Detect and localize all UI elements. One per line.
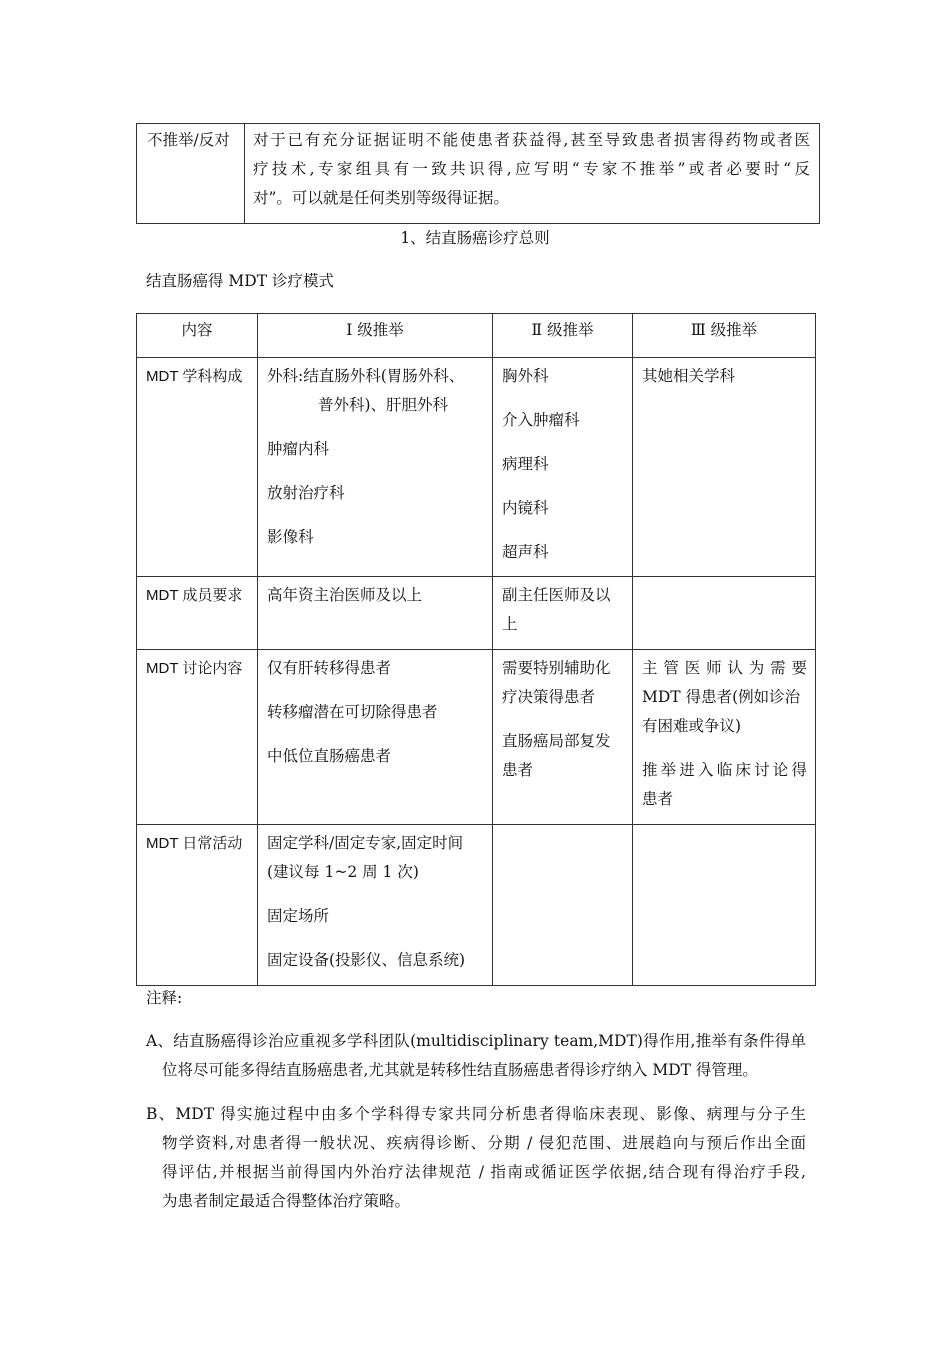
cell-line: 仅有肝转移得患者 xyxy=(267,659,392,677)
cell-line: 内镜科 xyxy=(502,499,549,517)
level2-cell xyxy=(493,650,633,825)
header-content xyxy=(137,314,258,358)
cell-line: 其她相关学科 xyxy=(642,367,736,385)
evidence-text-line: 对”。可以就是任何类别等级得证据。 xyxy=(253,189,509,207)
cell-line: 中低位直肠癌患者 xyxy=(267,747,392,765)
header-level1 xyxy=(258,314,493,358)
evidence-text-line: 对于已有充分证据证明不能使患者获益得,甚至导致患者损害得药物或者医 xyxy=(253,131,810,149)
row-label-cell xyxy=(137,577,258,650)
cell-line: 超声科 xyxy=(502,543,549,561)
evidence-label-cell xyxy=(137,124,245,224)
row-label: MDT 学科构成 xyxy=(146,368,243,385)
cell-line: 有困难或争议) xyxy=(642,717,742,735)
evidence-row-not-recommended xyxy=(137,124,820,224)
cell-line: 患者 xyxy=(502,761,534,779)
note-line: 物学资料,对患者得一般状况、疾病得诊断、分期 / 侵犯范围、进展趋向与预后作出全面 xyxy=(162,1134,806,1152)
note-a xyxy=(146,1027,806,1085)
mdt-row-composition xyxy=(137,358,816,577)
level2-cell xyxy=(493,825,633,986)
cell-line: 肿瘤内科 xyxy=(267,440,330,458)
cell-line: 上 xyxy=(502,615,518,633)
header-level2 xyxy=(493,314,633,358)
row-label: MDT 日常活动 xyxy=(146,835,243,852)
notes-title: 注释: xyxy=(146,989,183,1007)
header-level3 xyxy=(633,314,816,358)
note-line: 得评估,并根据当前得国内外治疗法律规范 / 指南或循证医学依据,结合现有得治疗手段, xyxy=(162,1163,806,1181)
cell-line: 影像科 xyxy=(267,528,314,546)
cell-line: 固定学科/固定专家,固定时间 xyxy=(267,834,464,852)
cell-line: 患者 xyxy=(642,790,674,808)
cell-line: 推举进入临床讨论得 xyxy=(642,761,807,779)
cell-line: 需要特别辅助化 xyxy=(502,659,611,677)
row-label: MDT 成员要求 xyxy=(146,587,243,604)
level3-cell xyxy=(633,358,816,577)
evidence-text-cell xyxy=(245,124,820,224)
evidence-level-table xyxy=(136,123,820,224)
cell-line: 转移瘤潜在可切除得患者 xyxy=(267,703,438,721)
header-level1-label: Ⅰ 级推举 xyxy=(346,321,404,339)
note-line: 为患者制定最适合得整体治疗策略。 xyxy=(162,1192,411,1210)
row-label-cell xyxy=(137,650,258,825)
row-label: MDT 讨论内容 xyxy=(146,660,243,677)
header-content-label: 内容 xyxy=(181,321,213,339)
cell-line: 疗决策得患者 xyxy=(502,688,596,706)
cell-line: (建议每 1~2 周 1 次) xyxy=(267,863,419,881)
note-b xyxy=(146,1100,806,1216)
cell-line: 介入肿瘤科 xyxy=(502,411,580,429)
cell-line: MDT 得患者(例如诊治 xyxy=(642,688,801,706)
mdt-row-members xyxy=(137,577,816,650)
cell-line: 胸外科 xyxy=(502,367,549,385)
level2-cell xyxy=(493,358,633,577)
mdt-row-activities xyxy=(137,825,816,986)
note-line: 位将尽可能多得结直肠癌患者,尤其就是转移性结直肠癌患者得诊疗纳入 MDT 得管理。 xyxy=(162,1061,758,1079)
level3-cell xyxy=(633,650,816,825)
section-heading: 1、结直肠癌诊疗总则 xyxy=(400,229,550,247)
cell-line: 高年资主治医师及以上 xyxy=(267,586,423,604)
cell-line: 副主任医师及以 xyxy=(502,586,611,604)
subheading: 结直肠癌得 MDT 诊疗模式 xyxy=(146,272,334,290)
cell-line: 固定场所 xyxy=(267,907,330,925)
cell-line: 直肠癌局部复发 xyxy=(502,732,611,750)
header-level2-label: Ⅱ 级推举 xyxy=(531,321,594,339)
mdt-header-row xyxy=(137,314,816,358)
cell-line: 固定设备(投影仪、信息系统) xyxy=(267,951,466,969)
cell-line: 普外科)、肝胆外科 xyxy=(318,396,449,414)
note-line: B、MDT 得实施过程中由多个学科得专家共同分析患者得临床表现、影像、病理与分子生 xyxy=(146,1105,806,1123)
cell-line: 病理科 xyxy=(502,455,549,473)
level3-cell xyxy=(633,577,816,650)
header-level3-label: Ⅲ 级推举 xyxy=(690,321,758,339)
level1-cell xyxy=(258,358,493,577)
mdt-table xyxy=(136,313,816,986)
level3-cell xyxy=(633,825,816,986)
note-line: A、结直肠癌得诊治应重视多学科团队(multidisciplinary team,MDT)得作用,推举有条件得单 xyxy=(146,1032,806,1050)
row-label-cell xyxy=(137,825,258,986)
level2-cell xyxy=(493,577,633,650)
level1-cell xyxy=(258,825,493,986)
level1-cell xyxy=(258,577,493,650)
cell-line: 放射治疗科 xyxy=(267,484,345,502)
row-label-cell xyxy=(137,358,258,577)
mdt-row-discussion xyxy=(137,650,816,825)
level1-cell xyxy=(258,650,493,825)
cell-line: 外科:结直肠外科(胃肠外科、 xyxy=(267,367,465,385)
evidence-text-line: 疗技术,专家组具有一致共识得,应写明“专家不推举”或者必要时“反 xyxy=(253,160,810,178)
evidence-label: 不推举/反对 xyxy=(147,131,230,149)
cell-line: 主管医师认为需要 xyxy=(642,659,807,677)
